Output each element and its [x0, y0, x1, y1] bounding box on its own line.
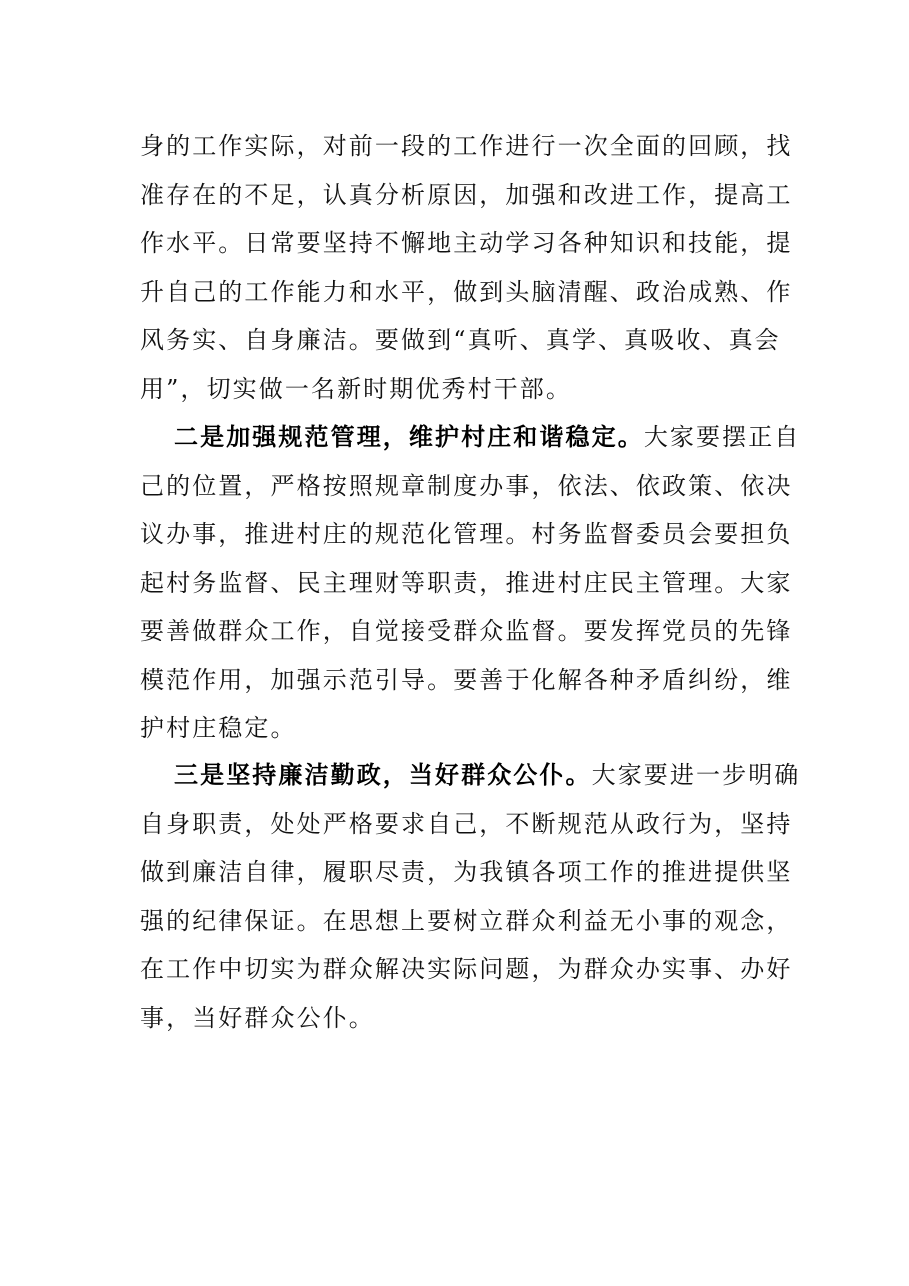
text-line: 起村务监督、民主理财等职责，推进村庄民主管理。大家 — [140, 568, 793, 597]
text-line: 护村庄稳定。 — [140, 714, 297, 742]
text-line: 用”，切实做一名新时期优秀村干部。 — [140, 374, 572, 403]
paragraph-first-line — [140, 751, 801, 800]
text-line: 在工作中切实为群众解决实际问题，为群众办实事、办好 — [140, 955, 793, 983]
text-line: 模范作用，加强示范引导。要善于化解各种矛盾纠纷，维 — [140, 665, 793, 694]
text-line: 升自己的工作能力和水平，做到头脑清醒、政治成熟、作 — [140, 277, 793, 306]
text-line: 准存在的不足，认真分析原因，加强和改进工作，提高工 — [140, 180, 793, 209]
paragraph-heading: 二是加强规范管理，维护村庄和谐稳定。 — [174, 422, 644, 451]
text-line: 做到廉洁自律，履职尽责，为我镇各项工作的推进提供坚 — [140, 858, 793, 886]
text-line: 自身职责，处处严格要求自己，不断规范从政行为，坚持 — [140, 809, 793, 838]
text-line: 己的位置，严格按照规章制度办事，依法、依政策、依决 — [140, 471, 793, 500]
text-line: 议办事，推进村庄的规范化管理。村务监督委员会要担负 — [140, 520, 793, 548]
paragraph-continuation — [140, 122, 793, 413]
paragraph-integrity — [140, 751, 801, 1042]
paragraph-heading: 三是坚持廉洁勤政，当好群众公仆。 — [174, 760, 592, 789]
text-line: 作水平。日常要坚持不懈地主动学习各种知识和技能，提 — [140, 229, 793, 257]
text-line: 风务实、自身廉洁。要做到“真听、真学、真吸收、真会 — [140, 326, 781, 354]
text-line: 强的纪律保证。在思想上要树立群众利益无小事的观念， — [140, 906, 793, 935]
text-line: 身的工作实际，对前一段的工作进行一次全面的回顾，找 — [140, 132, 793, 160]
paragraph-regulation — [140, 413, 801, 753]
paragraph-first-line — [140, 413, 801, 462]
text-run: 大家要摆正自 — [643, 423, 801, 451]
text-line: 要善做群众工作，自觉接受群众监督。要发挥党员的先锋 — [140, 617, 793, 645]
text-run: 大家要进一步明确 — [591, 761, 801, 789]
text-line: 事，当好群众公仆。 — [140, 1003, 375, 1032]
